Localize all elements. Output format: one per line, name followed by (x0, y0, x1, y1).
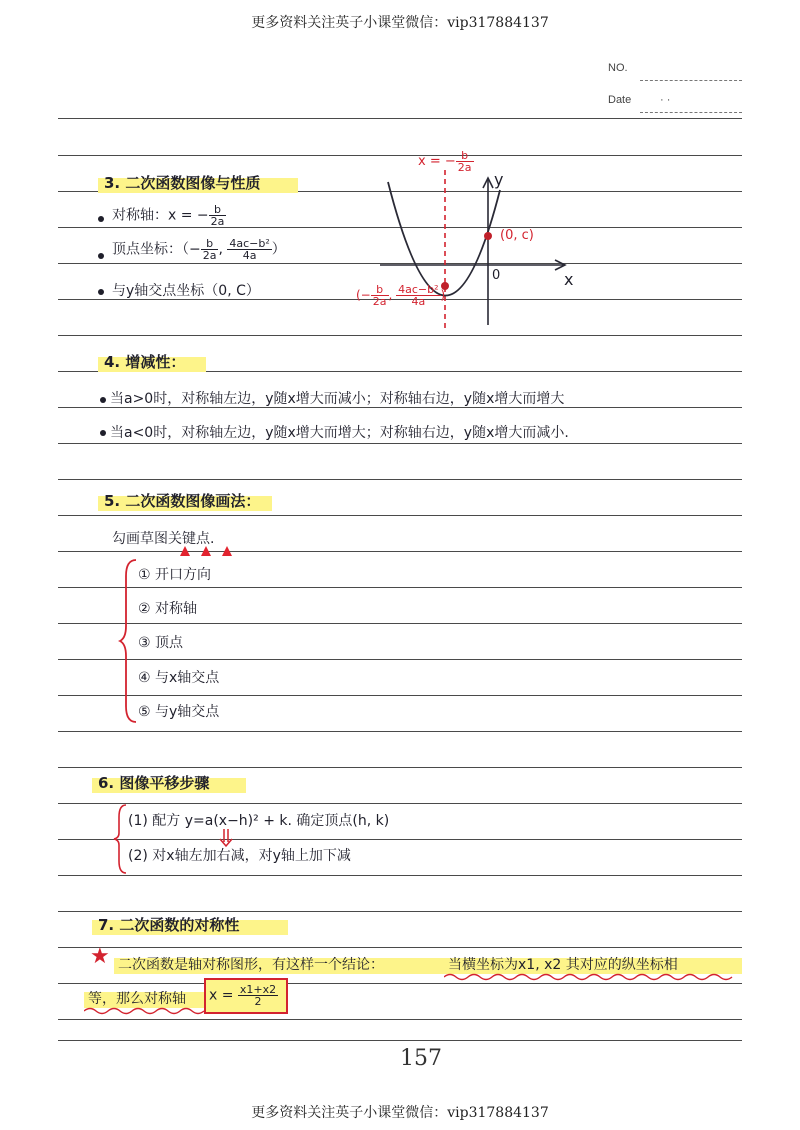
s7-line1a: 二次函数是轴对称图形，有这样一个结论： (118, 957, 384, 973)
bullet (100, 430, 106, 436)
s5-step-1: ① 开口方向 (138, 567, 212, 583)
s3-title: 3. 二次函数图像与性质 (104, 174, 261, 192)
s3-yint: 与y轴交点坐标（0, C） (112, 283, 260, 299)
star-icon: ★ (90, 944, 110, 969)
no-line (640, 80, 742, 81)
s3-axis-line (112, 204, 226, 227)
s6-step2: (2) 对x轴左加右减，对y轴上加下减 (128, 848, 351, 864)
key-marker (222, 546, 232, 556)
s5-step-5: ⑤ 与y轴交点 (138, 704, 220, 720)
graph-axis-frac: $\frac{b}{2a}$ (457, 149, 472, 174)
s7-formula-frac: $\frac{x1+x2}{2}$ (239, 983, 277, 1008)
s5-step-4: ④ 与x轴交点 (138, 670, 220, 686)
page-number: 157 (400, 1046, 442, 1071)
wavy-underline (444, 972, 742, 982)
s6-step1: (1) 配方 y=a(x−h)² + k. 确定顶点(h, k) (128, 813, 390, 829)
y-intercept-point (484, 232, 492, 240)
graph-x-label: x (564, 270, 574, 289)
bullet (98, 289, 104, 295)
s7-line1b: 当横坐标为x1, x2 其对应的纵坐标相 (448, 957, 678, 973)
s5-brace (118, 556, 140, 726)
graph-axis-eq: x = − $\frac{b}{2a}$ (418, 149, 472, 174)
bullet (98, 253, 104, 259)
bottom-watermark: 更多资料关注英子小课堂微信：vip317884137 (251, 1105, 549, 1121)
s5-step-2: ② 对称轴 (138, 601, 198, 617)
wavy-underline (84, 1006, 208, 1016)
s6-title: 6. 图像平移步骤 (98, 774, 210, 792)
date-label: Date (608, 94, 632, 106)
s3-axis-x: x = − (168, 207, 209, 224)
s5-title: 5. 二次函数图像画法： (104, 492, 261, 510)
s3-vertex-line: 顶点坐标：（− $\frac{b}{2a}$ , $\frac{\text{4ac−b²}}{4a}$ ） (112, 237, 286, 262)
s7-line2: 等，那么对称轴 (88, 991, 186, 1007)
s4-line1: 当a>0时，对称轴左边，y随x增大而减小；对称轴右边，y随x增大而增大 (110, 391, 565, 407)
s7-title: 7. 二次函数的对称性 (98, 916, 240, 934)
parabola-curve (388, 182, 500, 296)
s3-vertex-frac2: $\frac{\text{4ac−b²}}{4a}$ (229, 237, 270, 262)
s4-title: 4. 增减性： (104, 353, 186, 371)
date-dots: · · (660, 94, 671, 106)
s5-step-3: ③ 顶点 (138, 635, 184, 651)
bullet (100, 397, 106, 403)
graph-vertex-frac1: $\frac{b}{2a}$ (372, 283, 387, 308)
bullet (98, 216, 104, 222)
s3-axis-frac: $\frac{b}{2a}$ (210, 203, 225, 228)
s4-line2: 当a<0时，对称轴左边，y随x增大而增大；对称轴右边，y随x增大而减小. (110, 425, 569, 441)
graph-point-label: (0, c) (500, 228, 534, 243)
s3-vertex-label: 顶点坐标： (112, 241, 182, 258)
graph-origin: 0 (492, 268, 501, 283)
s3-axis-label: 对称轴： (112, 207, 168, 224)
s7-formula: x = $\frac{x1+x2}{2}$ (209, 983, 277, 1008)
key-marker (180, 546, 190, 556)
date-line (640, 112, 742, 113)
no-label: NO. (608, 62, 628, 74)
top-watermark: 更多资料关注英子小课堂微信：vip317884137 (251, 15, 549, 31)
s3-vertex-frac1: $\frac{b}{2a}$ (202, 237, 217, 262)
key-marker (201, 546, 211, 556)
graph-vertex-label: (− $\frac{b}{2a}$ , $\frac{\text{4ac−b²}}{4a}$ ) (356, 283, 446, 308)
graph-vertex-frac2: $\frac{\text{4ac−b²}}{4a}$ (398, 283, 439, 308)
s5-intro: 勾画草图关键点. (112, 531, 215, 547)
graph-y-label: y (494, 170, 504, 189)
